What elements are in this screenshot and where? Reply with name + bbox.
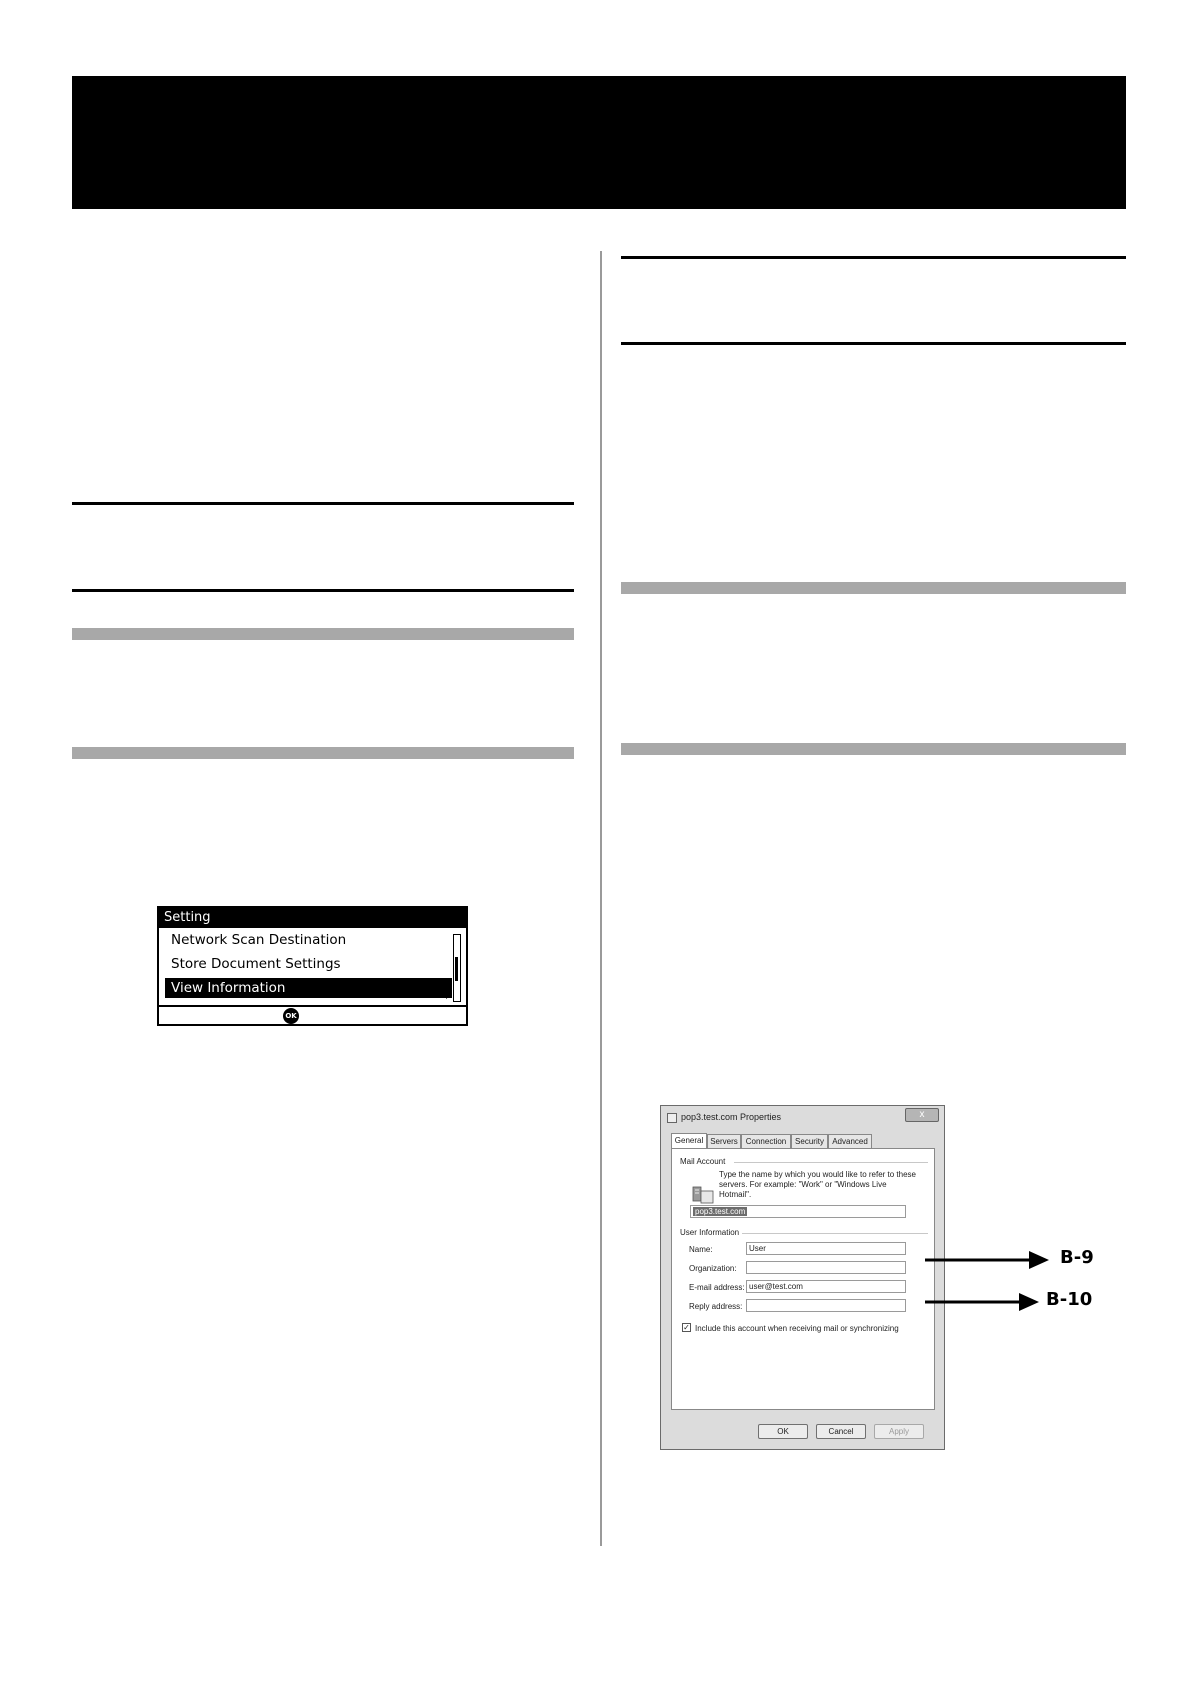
tab-connection[interactable]: Connection (741, 1134, 791, 1148)
include-account-checkbox[interactable]: ✓ (683, 1323, 690, 1332)
ok-button[interactable]: OK (758, 1424, 808, 1439)
subsection-bar (72, 628, 574, 640)
lcd-menu-item[interactable]: Store Document Settings (171, 956, 341, 972)
reply-address-label: Reply address: (689, 1302, 743, 1311)
callout-arrow-b10 (925, 1290, 1045, 1314)
include-account-label: Include this account when receiving mail or synchronizing (695, 1324, 899, 1333)
user-information-group-label: User Information (680, 1228, 740, 1237)
properties-dialog (660, 1105, 945, 1450)
dialog-title: pop3.test.com Properties (681, 1112, 782, 1122)
callout-label-b9: B-9 (1060, 1247, 1094, 1268)
ok-button-icon[interactable]: OK (283, 1008, 299, 1024)
scroll-up-arrow-icon: ▲ (443, 984, 450, 991)
subsection-bar (621, 743, 1126, 755)
lcd-panel (157, 906, 468, 1026)
callout-arrow-b9 (925, 1248, 1055, 1272)
lcd-scrollbar (453, 934, 461, 1002)
tab-servers[interactable]: Servers (707, 1134, 741, 1148)
organization-label: Organization: (689, 1264, 737, 1273)
group-separator (742, 1233, 928, 1234)
account-icon (667, 1113, 677, 1123)
callout-label-b10: B-10 (1046, 1289, 1093, 1310)
section-rule-top (72, 502, 574, 505)
apply-button[interactable]: Apply (874, 1424, 924, 1439)
selected-text: pop3.test.com (695, 1207, 746, 1216)
reply-address-input[interactable] (746, 1299, 906, 1312)
subsection-bar (621, 582, 1126, 594)
section-rule-top (621, 256, 1126, 259)
lcd-title: Setting (159, 908, 466, 928)
general-tab-panel (671, 1148, 935, 1410)
section-rule-bottom (621, 342, 1126, 345)
server-icon (692, 1185, 714, 1205)
mail-account-description: Type the name by which you would like to refer to these servers. For example: "Work" or "Windows Live Hotmail". (719, 1170, 916, 1199)
cancel-button[interactable]: Cancel (816, 1424, 866, 1439)
close-icon[interactable]: x (905, 1108, 939, 1122)
email-address-input[interactable]: user@test.com (746, 1280, 906, 1293)
scroll-down-arrow-icon: ▼ (443, 994, 450, 1001)
mail-account-name-input[interactable] (690, 1205, 906, 1218)
tab-general[interactable]: General (671, 1133, 707, 1148)
name-label: Name: (689, 1245, 713, 1254)
email-address-label: E-mail address: (689, 1283, 745, 1292)
header-band (72, 76, 1126, 209)
lcd-scroll-thumb (455, 957, 458, 981)
lcd-footer-line (159, 1005, 466, 1007)
lcd-menu-item-selected[interactable]: View Information (165, 978, 452, 998)
tab-security[interactable]: Security (791, 1134, 828, 1148)
section-rule-bottom (72, 589, 574, 592)
column-divider (600, 251, 602, 1546)
name-input[interactable]: User (746, 1242, 906, 1255)
dialog-title-bar (667, 1106, 781, 1128)
mail-account-group-label: Mail Account (680, 1157, 726, 1166)
tab-advanced[interactable]: Advanced (828, 1134, 872, 1148)
organization-input[interactable] (746, 1261, 906, 1274)
group-separator (734, 1162, 928, 1163)
subsection-bar (72, 747, 574, 759)
lcd-menu-item[interactable]: Network Scan Destination (171, 932, 347, 948)
